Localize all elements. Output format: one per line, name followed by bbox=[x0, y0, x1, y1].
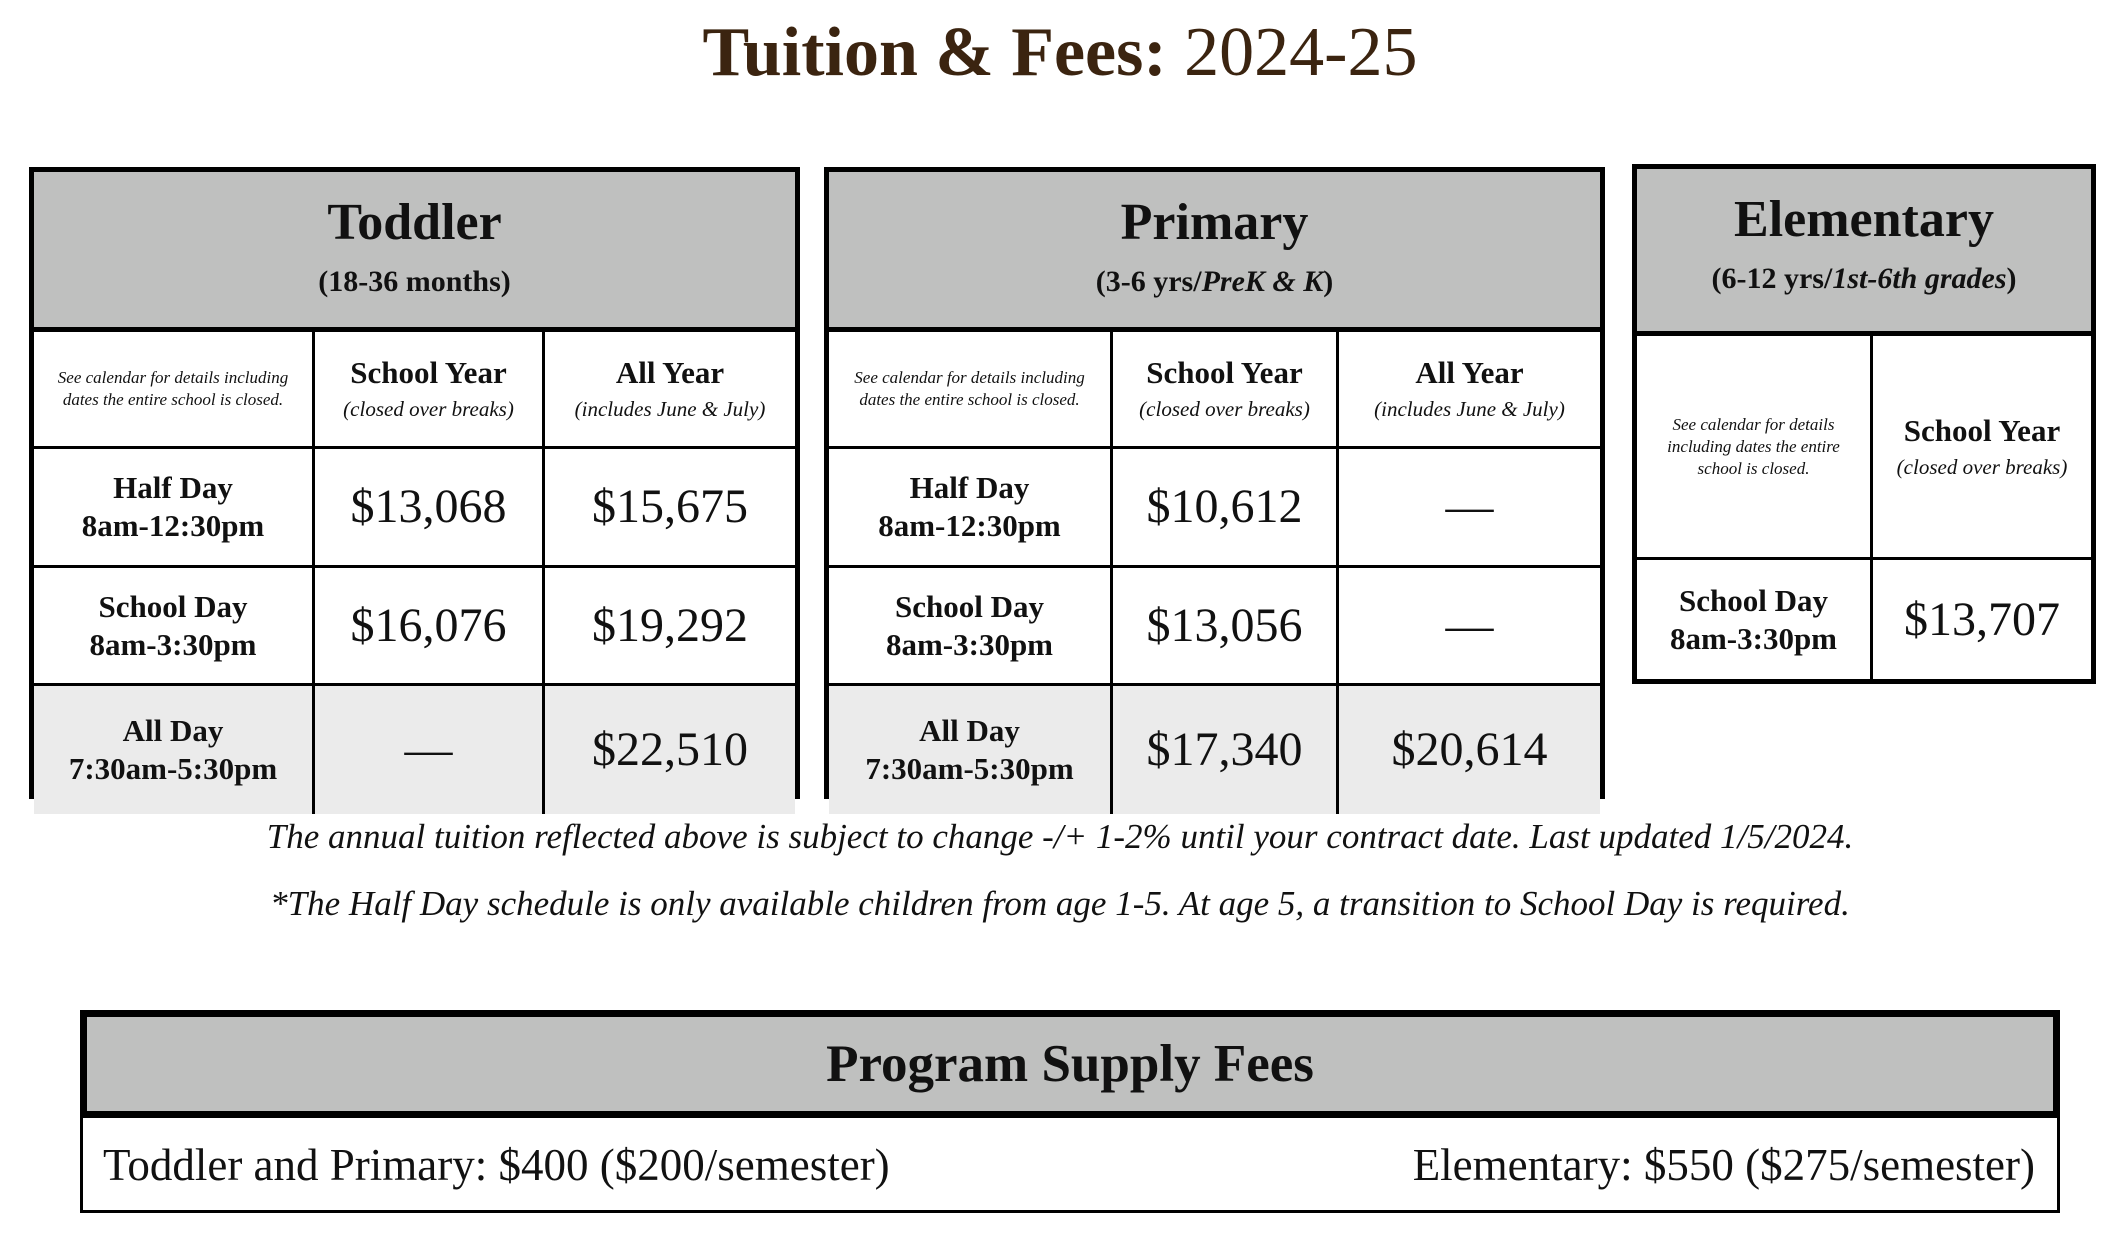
title-main: Tuition & Fees: bbox=[702, 14, 1167, 91]
primary-header bbox=[829, 172, 1600, 332]
primary-price: $17,340 bbox=[1113, 686, 1339, 814]
supply-fees-title: Program Supply Fees bbox=[80, 1010, 2060, 1118]
toddler-row-all-day: All Day 7:30am-5:30pm bbox=[34, 686, 315, 814]
title-year: 2024-25 bbox=[1184, 14, 1418, 91]
primary-range: (3-6 yrs/PreK & K) bbox=[1095, 265, 1334, 298]
primary-price: — bbox=[1339, 568, 1600, 686]
toddler-range: (18-36 months) bbox=[318, 265, 511, 298]
toddler-row-school-day: School Day 8am-3:30pm bbox=[34, 568, 315, 686]
primary-note-cell: See calendar for details including dates the entire school is closed. bbox=[829, 332, 1113, 449]
primary-col-all-year: All Year (includes June & July) bbox=[1339, 332, 1600, 449]
toddler-col-school-year: School Year (closed over breaks) bbox=[315, 332, 545, 449]
supply-fee-elementary: Elementary: $550 ($275/semester) bbox=[1412, 1140, 2035, 1190]
primary-table bbox=[824, 167, 1605, 799]
elementary-table bbox=[1632, 164, 2096, 684]
toddler-price: $15,675 bbox=[545, 449, 795, 568]
primary-price: — bbox=[1339, 449, 1600, 568]
supply-fees-table bbox=[80, 1010, 2060, 1213]
primary-name: Primary bbox=[1120, 194, 1309, 251]
supply-fee-toddler-primary: Toddler and Primary: $400 ($200/semester) bbox=[103, 1140, 890, 1190]
primary-col-school-year: School Year (closed over breaks) bbox=[1113, 332, 1339, 449]
toddler-name: Toddler bbox=[327, 194, 502, 251]
primary-row-school-day: School Day 8am-3:30pm bbox=[829, 568, 1113, 686]
elementary-header bbox=[1637, 169, 2091, 336]
toddler-col-all-year: All Year (includes June & July) bbox=[545, 332, 795, 449]
elementary-row-school-day: School Day 8am-3:30pm bbox=[1637, 560, 1873, 679]
elementary-col-school-year: School Year (closed over breaks) bbox=[1873, 336, 2091, 560]
toddler-note-cell: See calendar for details including dates the entire school is closed. bbox=[34, 332, 315, 449]
primary-price: $13,056 bbox=[1113, 568, 1339, 686]
page-title bbox=[0, 8, 2120, 98]
elementary-note-cell: See calendar for details including dates the entire school is closed. bbox=[1637, 336, 1873, 560]
toddler-price: $16,076 bbox=[315, 568, 545, 686]
toddler-price: $13,068 bbox=[315, 449, 545, 568]
elementary-name: Elementary bbox=[1734, 191, 1994, 248]
toddler-price: $19,292 bbox=[545, 568, 795, 686]
half-day-note: *The Half Day schedule is only available children from age 1-5. At age 5, a transition to School Day is required. bbox=[270, 884, 1850, 923]
elementary-price: $13,707 bbox=[1904, 592, 2060, 646]
primary-row-half-day: Half Day 8am-12:30pm bbox=[829, 449, 1113, 568]
tuition-change-note: The annual tuition reflected above is subject to change -/+ 1-2% until your contract date. Last updated 1/5/2024. bbox=[266, 817, 1854, 856]
toddler-row-half-day: Half Day 8am-12:30pm bbox=[34, 449, 315, 568]
elementary-range: (6-12 yrs/1st-6th grades) bbox=[1711, 262, 2017, 295]
toddler-table bbox=[29, 167, 800, 799]
toddler-header bbox=[34, 172, 795, 332]
toddler-price: — bbox=[315, 686, 545, 814]
supply-fees-row bbox=[83, 1118, 2057, 1213]
primary-price: $20,614 bbox=[1339, 686, 1600, 814]
primary-row-all-day: All Day 7:30am-5:30pm bbox=[829, 686, 1113, 814]
toddler-price: $22,510 bbox=[545, 686, 795, 814]
primary-price: $10,612 bbox=[1113, 449, 1339, 568]
